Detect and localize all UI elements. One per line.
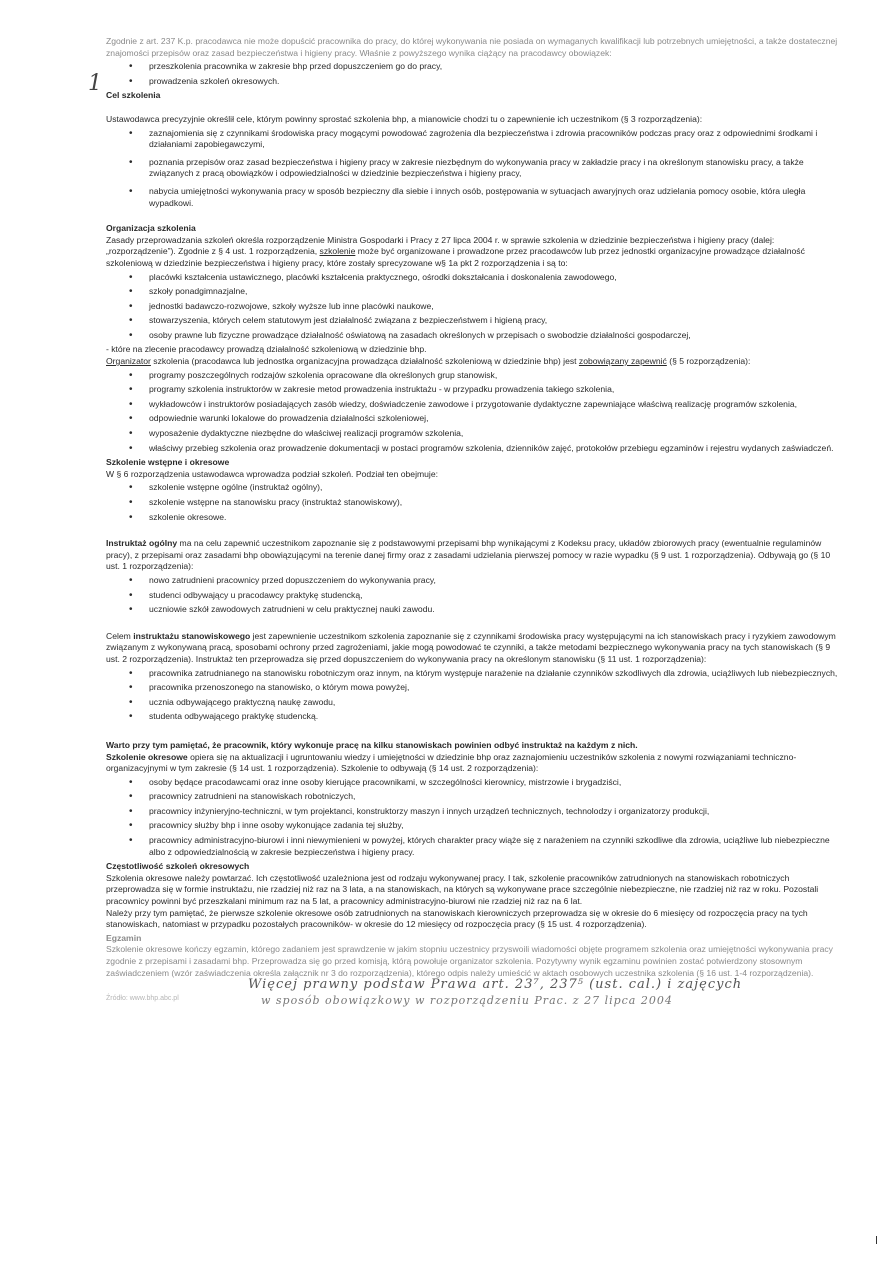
list-item: • stowarzyszenia, których celem statutowym jest działalność związana z bezpieczeństwem i higieną pracy, [106,315,841,327]
czestotliwosc-paragraph-2: Należy przy tym pamiętać, że pierwsze szkolenie okresowe osób zatrudnionych na stanowiskach kierowniczych przeprowadza się w okresie do 6 miesięcy od rozpoczęcia pracy na tych stanowiskach, natomiast w przypadku pozostałych pracowników- w okresie do 12 miesięcy od rozpoczęcia pracy (§ 15 ust. 4 rozporządzenia). [106,907,808,930]
list-item: • przeszkolenia pracownika w zakresie bhp przed dopuszczeniem go do pracy, [106,61,841,73]
list-item: • zaznajomienia się z czynnikami środowiska pracy mogącymi powodować zagrożenia dla bezpieczeństwa i zdrowia pracowników podczas pracy oraz z odpowiednimi środkami i działaniami zapobiegawczymi, [106,128,841,151]
list-item: • szkolenie okresowe. [106,512,841,524]
faint-source-note: Źródło: www.bhp.abc.pl [106,995,179,1003]
wstepne-list [106,482,841,523]
handwritten-note-line-2: w sposób obowiązkowy w rozporządzeniu Prac. z 27 lipca 2004 [261,994,673,1008]
organizator-list [106,370,841,455]
egzamin-paragraph: Szkolenie okresowe kończy egzamin, którego zadaniem jest sprawdzenie w jakim stopniu uczestnicy przyswoili wiadomości objęte programem szkolenia oraz umiejętności wykonywania pracy zgodnie z przepisami i zasadami bhp. Przeprowadza się go przed komisją, którą powołuje organizator szkolenia. Pozytywny wynik egzaminu powinien zostać potwierdzony stosownym zaświadczeniem (wzór zaświadczenia określa załącznik nr 3 do rozporządzenia), którego odpis należy umieścić w aktach osobowych uczestnika szkolenia (§ 16 ust. 1-4 rozporządzenia). [106,944,833,978]
warto-note: Warto przy tym pamiętać, że pracownik, który wykonuje pracę na kilku stanowiskach powinien odbyć instruktaż na każdym z nich. [106,739,638,750]
list-item: • pracownika przenoszonego na stanowisko, o którym mowa powyżej, [106,682,841,694]
list-item: • szkoły ponadgimnazjalne, [106,286,841,298]
list-item: • pracownika zatrudnianego na stanowisku robotniczym oraz innym, na którym występuje narażenie na działanie czynników szkodliwych dla zdrowia, uciążliwych lub niebezpiecznych, [106,668,841,680]
margin-handwritten-mark: 1 [88,71,102,96]
handwritten-note-line-1: Więcej prawny podstaw Prawa art. 23⁷, 237⁵ (ust. cal.) i zajęcych [248,977,743,993]
list-item: • szkolenie wstępne ogólne (instruktaż ogólny), [106,482,841,494]
organizacja-list [106,272,841,342]
section-heading-wstepne: Szkolenie wstępne i okresowe [106,457,230,468]
list-item: • jednostki badawczo-rozwojowe, szkoły wyższe lub inne placówki naukowe, [106,301,841,313]
instruktaz-ogolny-paragraph: Instruktaż ogólny ma na celu zapewnić uczestnikom zapoznanie się z podstawowymi przepisami bhp wynikającymi z Kodeksu pracy, układów zbiorowych pracy (ewentualnie regulaminów pracy), z przepisami oraz zasadami bhp obowiązującymi na terenie danej firmy oraz z zasadami udzielania pierwszej pomocy w razie wypadku (§ 9 ust. 1 rozporządzenia). Odbywają go (§ 10 ust. 1 rozporządzenia): [106,538,831,572]
list-item: • prowadzenia szkoleń okresowych. [106,76,841,88]
list-item: • studenta odbywającego praktykę studencką. [106,711,841,723]
list-item: • placówki kształcenia ustawicznego, placówki kształcenia praktycznego, ośrodki dokształcania i doskonalenia zawodowego, [106,272,841,284]
list-item: • pracownicy służby bhp i inne osoby wykonujące zadania tej służby, [106,820,841,832]
organizator-paragraph: Organizator szkolenia (pracodawca lub jednostka organizacyjna prowadząca działalność szkoleniową w dziedzinie bhp) jest zobowiązany zapewnić (§ 5 rozporządzenia): [106,356,751,367]
list-item: • pracownicy zatrudnieni na stanowiskach robotniczych, [106,791,841,803]
czestotliwosc-paragraph-1: Szkolenia okresowe należy powtarzać. Ich częstotliwość uzależniona jest od rodzaju wykonywanej pracy. I tak, szkolenie pracowników zatrudnionych na stanowiskach robotniczych przeprowadza się w formie instruktażu, nie rzadziej niż raz na 3 lata, a na stanowiskach, na których są wykonywane prace szczególnie niebezpieczne, nie rzadziej niż raz w roku. Pozostali pracownicy powinni być przeszkalani minimum raz na 5 lat, a pracownicy administracyjno-biurowi nie rzadziej niż raz na 6 lat. [106,872,819,907]
cel-list [106,128,841,210]
section-heading-egzamin: Egzamin [106,932,142,943]
section-heading-czestotliwosc: Częstotliwość szkoleń okresowych [106,861,250,872]
list-item: • uczniowie szkół zawodowych zatrudnieni w celu praktycznej nauki zawodu. [106,604,841,616]
list-item: • programy poszczególnych rodzajów szkolenia opracowane dla określonych grup stanowisk, [106,370,841,382]
list-item: • nabycia umiejętności wykonywania pracy w sposób bezpieczny dla siebie i innych osób, postępowania w sytuacjach awaryjnych oraz udzielania pomocy osobie, która uległa wypadkowi. [106,186,841,209]
list-item: • nowo zatrudnieni pracownicy przed dopuszczeniem do wykonywania pracy, [106,575,841,587]
instruktaz-stanowiskowy-paragraph: Celem instruktażu stanowiskowego jest zapewnienie uczestnikom szkolenia zapoznanie się z czynnikami środowiska pracy występującymi na ich stanowiskach pracy i ryzykiem zawodowym związanym z wykonywaną pracą, sposobami ochrony przed zagrożeniami, jakie mogą powodować te czynniki, a także metodami bezpiecznego wykonywania pracy na tych stanowiskach (§ 9 ust. 2 rozporządzenia). Instruktaż ten przeprowadza się przed dopuszczeniem do wykonywania pracy na określonym stanowisku (§ 11 ust. 1 rozporządzenia): [106,630,836,664]
list-item: • szkolenie wstępne na stanowisku pracy (instruktaż stanowiskowy), [106,497,841,509]
list-item: • odpowiednie warunki lokalowe do prowadzenia działalności szkoleniowej, [106,413,841,425]
organizacja-paragraph: Zasady przeprowadzania szkoleń określa rozporządzenie Ministra Gospodarki i Pracy z 27 lipca 2004 r. w sprawie szkolenia w dziedzinie bezpieczeństwa i higieny pracy (dalej: „rozporządzenie”). Zgodnie z § 4 ust. 1 rozporządzenia, szkolenie może być organizowane i prowadzone przez pracodawców lub przez jednostki organizacyjne prowadzące działalność szkoleniową w dziedzinie bezpieczeństwa i higieny pracy, które zostały sprecyzowane w§ 1a pkt 2 rozporządzenia i są to: [106,234,805,268]
intro-list [106,61,841,87]
szkolenie-okresowe-paragraph: Szkolenie okresowe opiera się na aktualizacji i ugruntowaniu wiedzy i umiejętności w dziedzinie bhp oraz zaznajomieniu uczestników szkolenia z nowymi rozwiązaniami techniczno-organizacyjnymi w tym zakresie (§ 14 ust. 1 rozporządzenia). Szkolenie to odbywają (§ 14 ust. 2 rozporządzenia): [106,751,797,774]
section-heading-organizacja: Organizacja szkolenia [106,223,196,234]
section-heading-cel: Cel szkolenia [106,90,161,101]
ogolny-list [106,575,841,616]
document-body [106,36,841,1019]
list-item: • wyposażenie dydaktyczne niezbędne do właściwej realizacji programów szkolenia, [106,428,841,440]
cel-paragraph: Ustawodawca precyzyjnie określił cele, którym powinny sprostać szkolenia bhp, a mianowicie chodzi tu o zapewnienie ich uczestnikom (§ 3 rozporządzenia): [106,113,703,124]
list-item: • poznania przepisów oraz zasad bezpieczeństwa i higieny pracy w zakresie niezbędnym do wykonywania pracy w zakładzie pracy i na określonym stanowisku pracy, a także związanych z pracą obowiązków i odpowiedzialności w dziedzinie bezpieczeństwa i higieny pracy, [106,157,841,180]
scan-edge-mark [876,1236,877,1244]
list-item: • pracownicy inżynieryjno-techniczni, w tym projektanci, konstruktorzy maszyn i innych urządzeń technicznych, technolodzy i organizatorzy produkcji, [106,806,841,818]
list-item: • wykładowców i instruktorów posiadających zasób wiedzy, doświadczenie zawodowe i przygotowanie dydaktyczne zapewniające właściwą realizację programów szkolenia, [106,399,841,411]
list-item: • studenci odbywający u pracodawcy praktykę studencką, [106,590,841,602]
stanowiskowy-list [106,668,841,723]
organizacja-after: - które na zlecenie pracodawcy prowadzą działalność szkoleniową w dziedzinie bhp. [106,344,427,355]
wstepne-paragraph: W § 6 rozporządzenia ustawodawca wprowadza podział szkoleń. Podział ten obejmuje: [106,468,438,479]
intro-paragraph: Zgodnie z art. 237 K.p. pracodawca nie może dopuścić pracownika do pracy, do której wykonywania nie posiada on wymaganych kwalifikacji lub potrzebnych umiejętności, a także dostatecznej znajomości przepisów oraz zasad bezpieczeństwa i higieny pracy. Właśnie z powyższego wynika ciążący na pracodawcy obowiązek: [106,36,838,58]
list-item: • ucznia odbywającego praktyczną naukę zawodu, [106,697,841,709]
list-item: • pracownicy administracyjno-biurowi i inni niewymienieni w powyżej, których charakter pracy wiąże się z narażeniem na czynniki szkodliwe dla zdrowia, uciążliwe lub niebezpieczne albo z odpowiedzialnością w zakresie bezpieczeństwa i higieny pracy. [106,835,841,858]
okresowe-list [106,777,841,859]
list-item: • osoby prawne lub fizyczne prowadzące działalność oświatową na zasadach określonych w przepisach o swobodzie działalności gospodarczej, [106,330,841,342]
list-item: • osoby będące pracodawcami oraz inne osoby kierujące pracownikami, w szczególności kierownicy, mistrzowie i brygadziści, [106,777,841,789]
list-item: • właściwy przebieg szkolenia oraz prowadzenie dokumentacji w postaci programów szkolenia, dzienników zajęć, protokołów przebiegu egzaminów i rejestru wydanych zaświadczeń. [106,443,841,455]
list-item: • programy szkolenia instruktorów w zakresie metod prowadzenia instruktażu - w przypadku prowadzenia takiego szkolenia, [106,384,841,396]
